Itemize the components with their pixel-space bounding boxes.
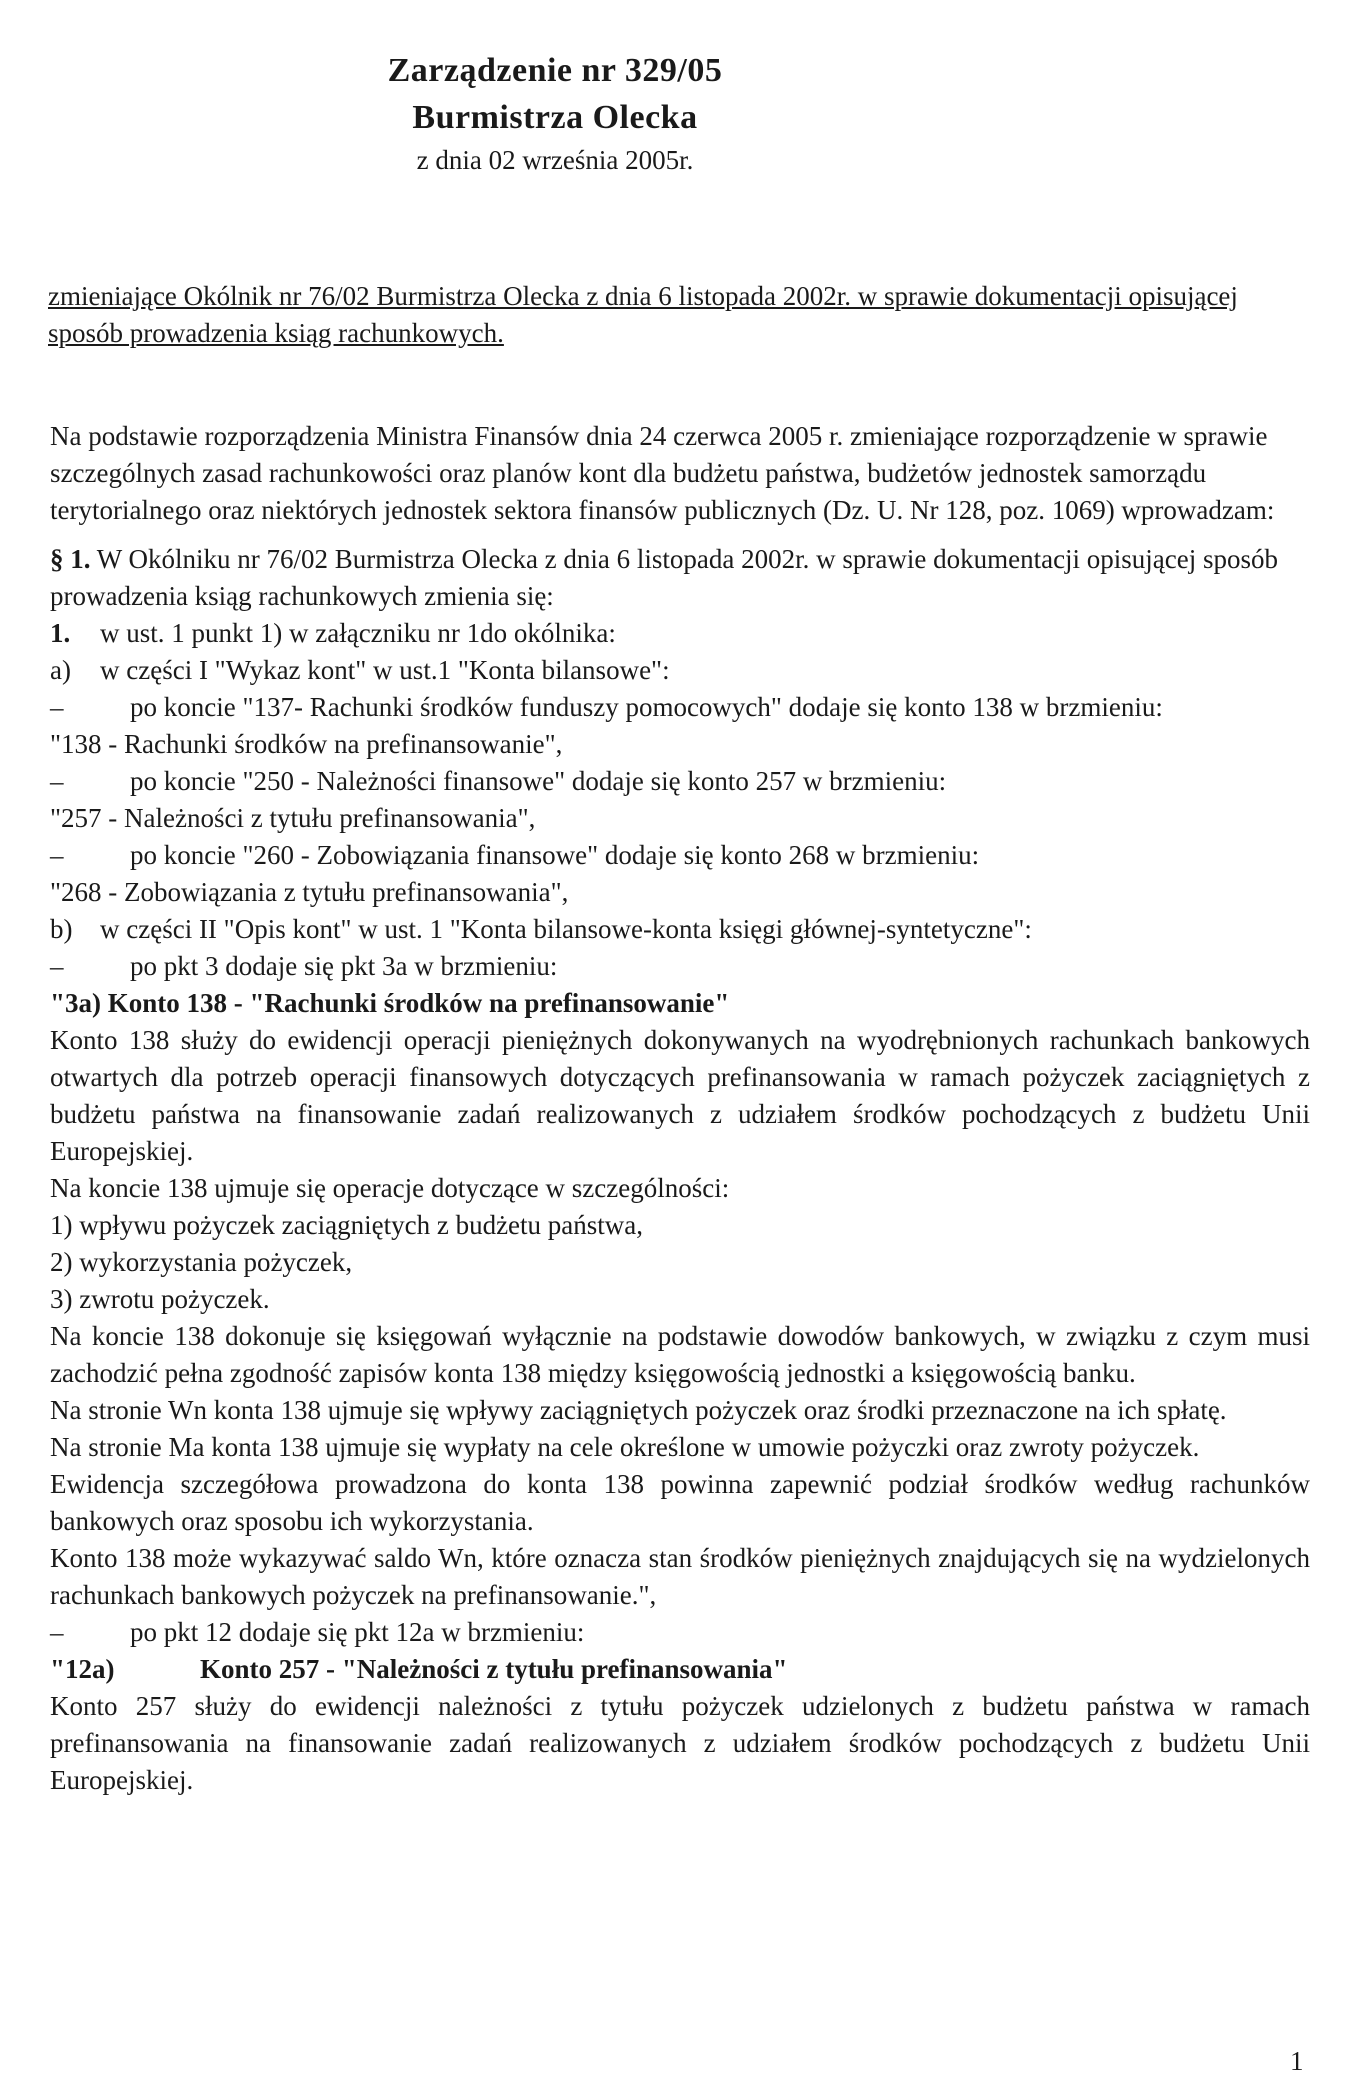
dash-item-5 [50,1614,1310,1651]
item-1-mark: 1. [50,618,71,648]
item-b-text: w części II "Opis kont" w ust. 1 "Konta bilansowe-konta księgi głównej-syntetyczne": [100,914,1032,944]
dash-item-text: po koncie "137- Rachunki środków funduszy pomocowych" dodaje się konto 138 w brzmieniu: [130,692,1163,722]
list-item: 3) zwrotu pożyczek. [50,1284,270,1314]
document-date: z dnia 02 września 2005r. [416,145,694,175]
list-item: 1) wpływu pożyczek zaciągniętych z budżetu państwa, [50,1210,644,1240]
document-subject: zmieniające Okólnik nr 76/02 Burmistrza Olecka z dnia 6 listopada 2002r. w sprawie dokumentacji opisującej sposób prowadzenia ksiąg rachunkowych. [48,281,1238,348]
quote-account-257: "257 - Należności z tytułu prefinansowania", [50,803,536,833]
section-1-text: W Okólniku nr 76/02 Burmistrza Olecka z dnia 6 listopada 2002r. w sprawie dokumentacji opisującej sposób prowadzenia ksiąg rachunkowych zmienia się: [50,544,1279,611]
dash-item-text: po koncie "250 - Należności finansowe" dodaje się konto 257 w brzmieniu: [130,766,947,796]
document-issuer: Burmistrza Olecka [412,99,698,136]
paragraph-138-operations: Na koncie 138 ujmuje się operacje dotyczące w szczególności: [50,1173,730,1203]
quote-account-138: "138 - Rachunki środków na prefinansowanie", [50,729,563,759]
item-a [50,652,1310,689]
item-1 [50,615,1310,652]
dash-item-3 [50,837,1310,874]
dash-item-text: po koncie "260 - Zobowiązania finansowe" dodaje się konto 268 w brzmieniu: [130,840,980,870]
paragraph-138-credit: Na stronie Ma konta 138 ujmuje się wypłaty na cele określone w umowie pożyczki oraz zwroty pożyczek. [50,1432,1200,1462]
item-1-text: w ust. 1 punkt 1) w załączniku nr 1do okólnika: [100,618,616,648]
dash-mark: – [50,951,64,981]
dash-item-2 [50,763,1310,800]
section-1 [50,541,1310,615]
paragraph-138-bookings: Na koncie 138 dokonuje się księgowań wyłącznie na podstawie dowodów bankowych, w związku z czym musi zachodzić pełna zgodność zapisów konta 138 między księgowością jednostki a księgowością banku. [50,1321,1310,1388]
paragraph-138-purpose: Konto 138 służy do ewidencji operacji pieniężnych dokonywanych na wyodrębnionych rachunkach bankowych otwartych dla potrzeb operacji finansowych dotyczących prefinansowania w ramach pożyczek zaciągniętych z budżetu państwa na finansowanie zadań realizowanych z udziałem środków pochodzących z budżetu Unii Europejskiej. [50,1025,1310,1166]
heading-12a-text: Konto 257 - "Należności z tytułu prefinansowania" [200,1654,788,1684]
dash-item-text: po pkt 12 dodaje się pkt 12a w brzmieniu: [130,1617,585,1647]
dash-mark: – [50,692,64,722]
item-b [50,911,1310,948]
list-item: 2) wykorzystania pożyczek, [50,1247,353,1277]
quote-account-268: "268 - Zobowiązania z tytułu prefinansowania", [50,877,569,907]
item-b-mark: b) [50,914,73,944]
page-number: 1 [1290,2046,1304,2076]
document-title: Zarządzenie nr 329/05 [387,52,723,89]
heading-3a: "3a) Konto 138 - "Rachunki środków na prefinansowanie" [50,988,730,1018]
dash-item-4 [50,948,1310,985]
paragraph-138-detail: Ewidencja szczegółowa prowadzona do konta 138 powinna zapewnić podział środków według rachunków bankowych oraz sposobu ich wykorzystania. [50,1469,1310,1536]
paragraph-138-debit: Na stronie Wn konta 138 ujmuje się wpływy zaciągniętych pożyczek oraz środki przeznaczone na ich spłatę. [50,1395,1227,1425]
dash-item-text: po pkt 3 dodaje się pkt 3a w brzmieniu: [130,951,558,981]
paragraph-138-balance: Konto 138 może wykazywać saldo Wn, które oznacza stan środków pieniężnych znajdujących się na wydzielonych rachunkach bankowych pożyczek na prefinansowanie.", [50,1543,1310,1610]
item-a-mark: a) [50,655,71,685]
section-1-mark: § 1. [50,544,91,574]
heading-12a-mark: "12a) [50,1654,115,1684]
document-body [50,418,1310,1799]
item-a-text: w części I "Wykaz kont" w ust.1 "Konta bilansowe": [100,655,670,685]
heading-12a [50,1651,1310,1688]
dash-mark: – [50,840,64,870]
dash-item-1 [50,689,1310,726]
dash-mark: – [50,1617,64,1647]
paragraph-257-purpose: Konto 257 służy do ewidencji należności z tytułu pożyczek udzielonych z budżetu państwa w ramach prefinansowania na finansowanie zadań realizowanych z udziałem środków pochodzących z budżetu Unii Europejskiej. [50,1691,1310,1795]
preamble-paragraph: Na podstawie rozporządzenia Ministra Finansów dnia 24 czerwca 2005 r. zmieniające rozporządzenie w sprawie szczególnych zasad rachunkowości oraz planów kont dla budżetu państwa, budżetów jednostek samorządu terytorialnego oraz niektórych jednostek sektora finansów publicznych (Dz. U. Nr 128, poz. 1069) wprowadzam: [50,421,1275,525]
dash-mark: – [50,766,64,796]
